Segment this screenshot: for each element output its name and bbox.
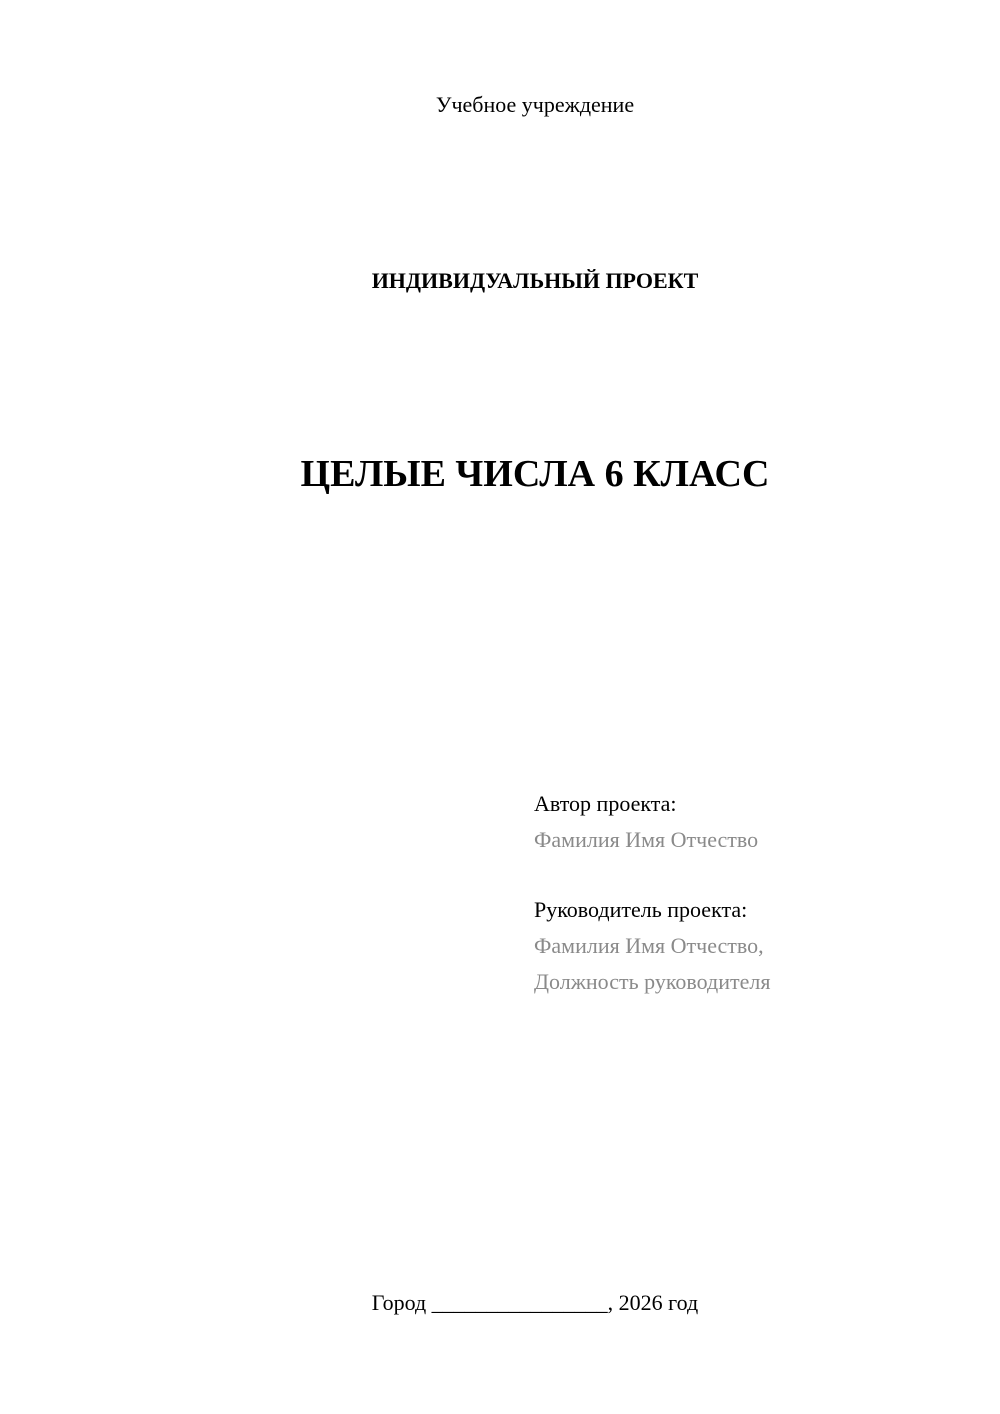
supervisor-position: Должность руководителя	[534, 969, 771, 994]
project-info-block	[534, 786, 974, 1000]
spacer	[534, 858, 974, 892]
institution-name: Учебное учреждение	[435, 92, 635, 117]
author-name: Фамилия Имя Отчество	[534, 827, 759, 852]
document-type: ИНДИВИДУАЛЬНЫЙ ПРОЕКТ	[371, 268, 699, 293]
city-year-line: Город ________________, 2026 год	[371, 1290, 699, 1315]
supervisor-label: Руководитель проекта:	[534, 897, 748, 922]
supervisor-name: Фамилия Имя Отчество,	[534, 933, 764, 958]
author-label: Автор проекта:	[534, 791, 677, 816]
document-title: ЦЕЛЫЕ ЧИСЛА 6 КЛАСС	[300, 453, 770, 495]
